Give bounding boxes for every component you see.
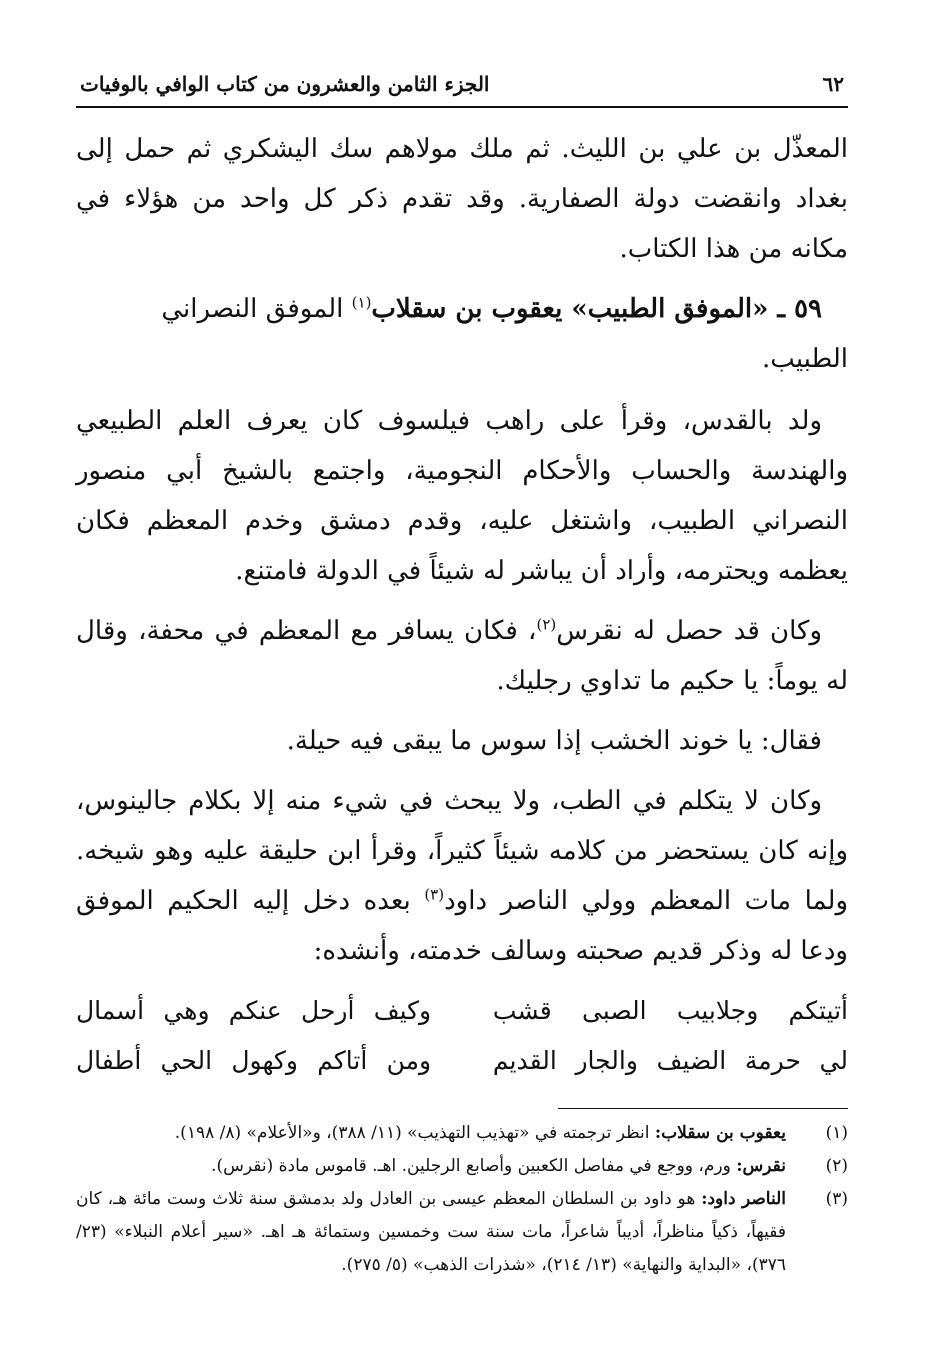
footnote-lead: يعقوب بن سقلاب: bbox=[654, 1123, 786, 1143]
footnote-ref-2: (٢) bbox=[536, 615, 557, 634]
verse-first-hemistich: أتيتكم وجلابيب الصبى قشب bbox=[492, 996, 848, 1025]
entry-heading bbox=[76, 284, 848, 384]
paragraph-3-b: ، فكان يسافر مع المعظم في محفة، وقال له يوماً: يا حكيم ما تداوي رجليك. bbox=[76, 616, 848, 696]
footnote-text bbox=[76, 1183, 786, 1282]
main-text bbox=[76, 124, 848, 1086]
paragraph-1: المعذّل بن علي بن الليث. ثم ملك مولاهم سك اليشكري ثم حمل إلى بغداد وانقضت دولة الصفارية. وقد تقدم ذكر كل واحد من هؤلاء في مكانه من هذا الكتاب. bbox=[76, 134, 848, 264]
footnote bbox=[76, 1150, 848, 1183]
footnote-text bbox=[76, 1150, 786, 1183]
footnote-body: هو داود بن السلطان المعظم عيسى بن العادل ولد بدمشق سنة ثلاث وست مائة هـ، كان فقيهاً، ذكياً مناظراً، أديباً شاعراً، مات سنة ست وخمسين وستمائة هـ اهـ. «سير أعلام النبلاء» (٢٣/ ٣٧٦)، «البداية والنهاية» (١٣/ ٢١٤)، «شذرات الذهب» (٥/ ٢٧٥). bbox=[76, 1189, 786, 1275]
entry-heading-rest: الموفق النصراني الطبيب. bbox=[161, 294, 848, 374]
footnote bbox=[76, 1183, 848, 1282]
footnote-body: ورم، ووجع في مفاصل الكعبين وأصابع الرجلين. اهـ. قاموس مادة (نقرس). bbox=[211, 1156, 737, 1176]
footnote bbox=[76, 1117, 848, 1150]
footnote-lead: نقرس: bbox=[736, 1156, 786, 1176]
running-header bbox=[76, 62, 848, 108]
footnote-separator bbox=[558, 1108, 848, 1109]
poem bbox=[76, 986, 848, 1086]
footnotes bbox=[76, 1117, 848, 1282]
page-number: ٦٢ bbox=[822, 72, 844, 96]
paragraph-5 bbox=[76, 776, 848, 976]
verse-line bbox=[76, 986, 848, 1036]
footnote-number: (٣) bbox=[825, 1189, 848, 1209]
footnote-ref-3: (٣) bbox=[424, 885, 445, 904]
paragraph-3 bbox=[76, 606, 848, 706]
verse-line bbox=[76, 1036, 848, 1086]
paragraph-2: ولد بالقدس، وقرأ على راهب فيلسوف كان يعرف العلم الطبيعي والهندسة والحساب والأحكام النجومية، واجتمع بالشيخ أبي منصور النصراني الطبيب، واشتغل عليه، وقدم دمشق وخدم المعظم فكان يعظمه ويحترمه، وأراد أن يباشر له شيئاً في الدولة فامتنع. bbox=[76, 406, 848, 586]
paragraph-5-b: بعده دخل إليه الحكيم الموفق ودعا له وذكر قديم صحبته وسالف خدمته، وأنشده: bbox=[76, 886, 848, 966]
verse-second-hemistich: ومن أتاكم وكهول الحي أطفال bbox=[76, 1046, 432, 1075]
footnote-ref-1: (١) bbox=[351, 293, 372, 312]
verse-second-hemistich: وكيف أرحل عنكم وهي أسمال bbox=[76, 996, 432, 1025]
entry-heading-name: ٥٩ ـ «الموفق الطبيب» يعقوب بن سقلاب bbox=[371, 294, 822, 324]
footnote-number: (٢) bbox=[825, 1156, 848, 1176]
paragraph-3-a: وكان قد حصل له نقرس bbox=[556, 616, 822, 646]
paragraph-4: فقال: يا خوند الخشب إذا سوس ما يبقى فيه حيلة. bbox=[286, 726, 822, 756]
paragraph-5-a: وكان لا يتكلم في الطب، ولا يبحث في شيء منه إلا بكلام جالينوس، وإنه كان يستحضر من كلامه شيئاً كثيراً، وقرأ ابن حليقة عليه وهو شيخه. ولما مات المعظم وولي الناصر داود bbox=[76, 786, 848, 916]
footnote-lead: الناصر داود: bbox=[701, 1189, 786, 1209]
running-title: الجزء الثامن والعشرون من كتاب الوافي بالوفيات bbox=[80, 72, 490, 96]
footnote-number: (١) bbox=[825, 1123, 848, 1143]
footnote-body: انظر ترجمته في «تهذيب التهذيب» (١١/ ٣٨٨)، و«الأعلام» (٨/ ١٩٨). bbox=[174, 1123, 655, 1143]
verse-first-hemistich: لي حرمة الضيف والجار القديم bbox=[492, 1046, 848, 1075]
footnote-text bbox=[76, 1117, 786, 1150]
